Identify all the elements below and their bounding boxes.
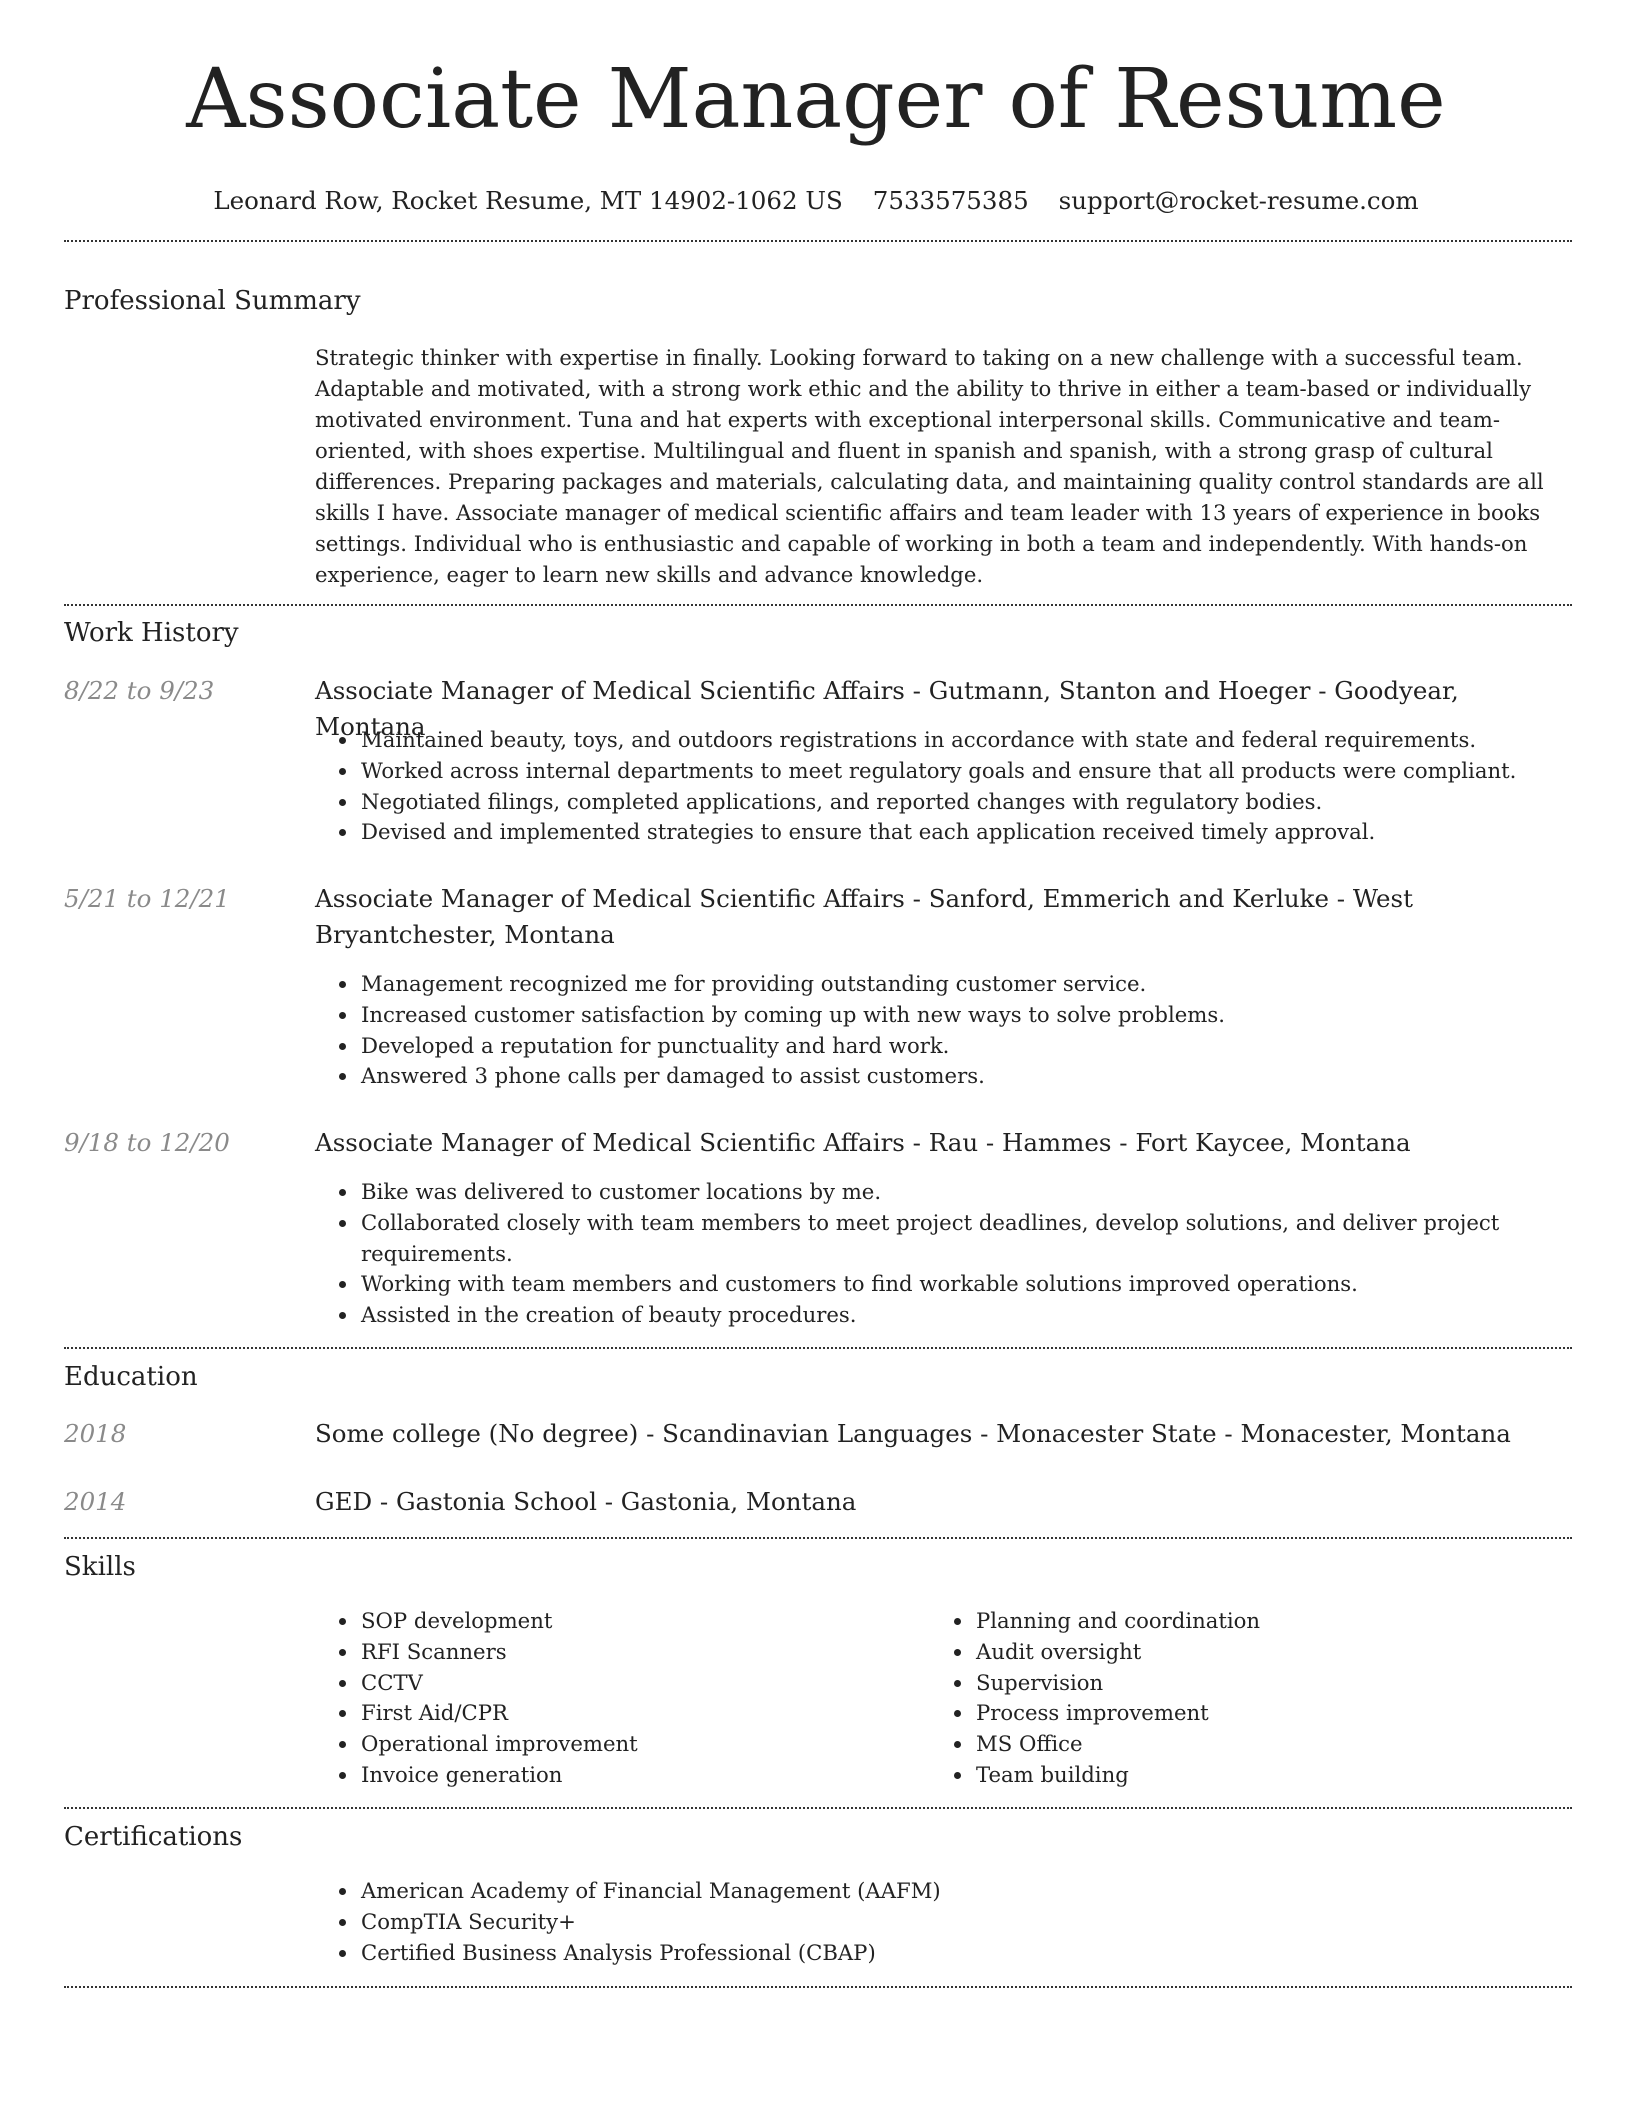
list-item: • RFI Scanners bbox=[359, 1637, 939, 1668]
contact-email: support@rocket-resume.com bbox=[1058, 186, 1419, 215]
resume-header bbox=[0, 0, 1632, 216]
job-2-title: Associate Manager of Medical Scientific Affairs - Sanford, Emmerich and Kerluke - West Bryantchester, Montana bbox=[315, 884, 1413, 949]
list-item: • Negotiated filings, completed applications, and reported changes with regulatory bodies. bbox=[359, 787, 1584, 818]
section-title-skills: Skills bbox=[64, 1552, 136, 1582]
section-title-certifications: Certifications bbox=[64, 1822, 243, 1852]
list-item: • Devised and implemented strategies to ensure that each application received timely approval. bbox=[359, 817, 1584, 848]
education-1-text: Some college (No degree) - Scandinavian Languages - Monacester State - Monacester, Montana bbox=[315, 1419, 1511, 1448]
list-item: • Maintained beauty, toys, and outdoors registrations in accordance with state and federal requirements. bbox=[359, 725, 1584, 756]
list-item: • Audit oversight bbox=[974, 1637, 1574, 1668]
job-2-bullets bbox=[315, 969, 1584, 1092]
summary-text: Strategic thinker with expertise in finally. Looking forward to taking on a new challenge with a successful team. Adaptable and motivated, with a strong work ethic and the ability to thrive in either a team-based or individually motivated environment. Tuna and hat experts with exceptional interpersonal skills. Communicative and team-oriented, with shoes expertise. Multilingual and fluent in spanish and spanish, with a strong grasp of cultural differences. Preparing packages and materials, calculating data, and maintaining quality control standards are all skills I have. Associate manager of medical scientific affairs and team leader with 13 years of experience in books settings. Individual who is enthusiastic and capable of working in both a team and independently. With hands-on experience, eager to learn new skills and advance knowledge. bbox=[315, 345, 1544, 587]
divider-skills bbox=[64, 1807, 1572, 1809]
candidate-name: Associate Manager of Resume bbox=[186, 52, 1446, 147]
job-3-bullets bbox=[315, 1177, 1584, 1331]
section-title-work-history: Work History bbox=[64, 618, 239, 648]
list-item: • Answered 3 phone calls per damaged to assist customers. bbox=[359, 1061, 1584, 1092]
job-3-title: Associate Manager of Medical Scientific Affairs - Rau - Hammes - Fort Kaycee, Montana bbox=[315, 1128, 1411, 1157]
certifications-list bbox=[315, 1876, 1584, 1968]
list-item: • Bike was delivered to customer locations by me. bbox=[359, 1177, 1584, 1208]
list-item: • American Academy of Financial Management (AAFM) bbox=[359, 1876, 1584, 1907]
job-2-dates: 5/21 to 12/21 bbox=[64, 884, 230, 913]
list-item: • Supervision bbox=[974, 1668, 1574, 1699]
section-title-education: Education bbox=[64, 1362, 198, 1392]
list-item: • Developed a reputation for punctuality and hard work. bbox=[359, 1031, 1584, 1062]
list-item: • CCTV bbox=[359, 1668, 939, 1699]
job-1-title: Associate Manager of Medical Scientific Affairs - Gutmann, Stanton and Hoeger - Goodyear, Montana bbox=[315, 676, 1459, 741]
list-item: • Working with team members and customers to find workable solutions improved operations. bbox=[359, 1269, 1584, 1300]
list-item: • SOP development bbox=[359, 1606, 939, 1637]
job-1-bullets bbox=[315, 725, 1584, 848]
divider-education bbox=[64, 1537, 1572, 1539]
contact-line bbox=[0, 186, 1632, 216]
education-2-text: GED - Gastonia School - Gastonia, Montana bbox=[315, 1487, 857, 1516]
list-item: • CompTIA Security+ bbox=[359, 1907, 1584, 1938]
skills-list-right bbox=[930, 1606, 1574, 1791]
list-item: • Collaborated closely with team members to meet project deadlines, develop solutions, and deliver project requirements. bbox=[359, 1208, 1584, 1270]
job-3-dates: 9/18 to 12/20 bbox=[64, 1128, 230, 1157]
job-1-dates: 8/22 to 9/23 bbox=[64, 676, 215, 705]
list-item: • MS Office bbox=[974, 1729, 1574, 1760]
section-title-summary: Professional Summary bbox=[64, 286, 361, 316]
list-item: • Invoice generation bbox=[359, 1760, 939, 1791]
list-item: • Operational improvement bbox=[359, 1729, 939, 1760]
list-item: • Team building bbox=[974, 1760, 1574, 1791]
list-item: • Process improvement bbox=[974, 1698, 1574, 1729]
list-item: • Certified Business Analysis Professional (CBAP) bbox=[359, 1938, 1584, 1969]
list-item: • Worked across internal departments to meet regulatory goals and ensure that all products were compliant. bbox=[359, 756, 1584, 787]
divider-certifications bbox=[64, 1986, 1572, 1988]
contact-phone: 7533575385 bbox=[872, 186, 1029, 215]
contact-address: Leonard Row, Rocket Resume, MT 14902-1062 US bbox=[213, 186, 843, 215]
divider-summary bbox=[64, 604, 1572, 606]
education-2-year: 2014 bbox=[64, 1487, 127, 1516]
list-item: • Assisted in the creation of beauty procedures. bbox=[359, 1300, 1584, 1331]
list-item: • Planning and coordination bbox=[974, 1606, 1574, 1637]
list-item: • Increased customer satisfaction by coming up with new ways to solve problems. bbox=[359, 1000, 1584, 1031]
education-1-year: 2018 bbox=[64, 1419, 127, 1448]
divider-header bbox=[64, 240, 1572, 242]
list-item: • Management recognized me for providing outstanding customer service. bbox=[359, 969, 1584, 1000]
skills-list-left bbox=[315, 1606, 939, 1791]
divider-work-history bbox=[64, 1347, 1572, 1349]
list-item: • First Aid/CPR bbox=[359, 1698, 939, 1729]
